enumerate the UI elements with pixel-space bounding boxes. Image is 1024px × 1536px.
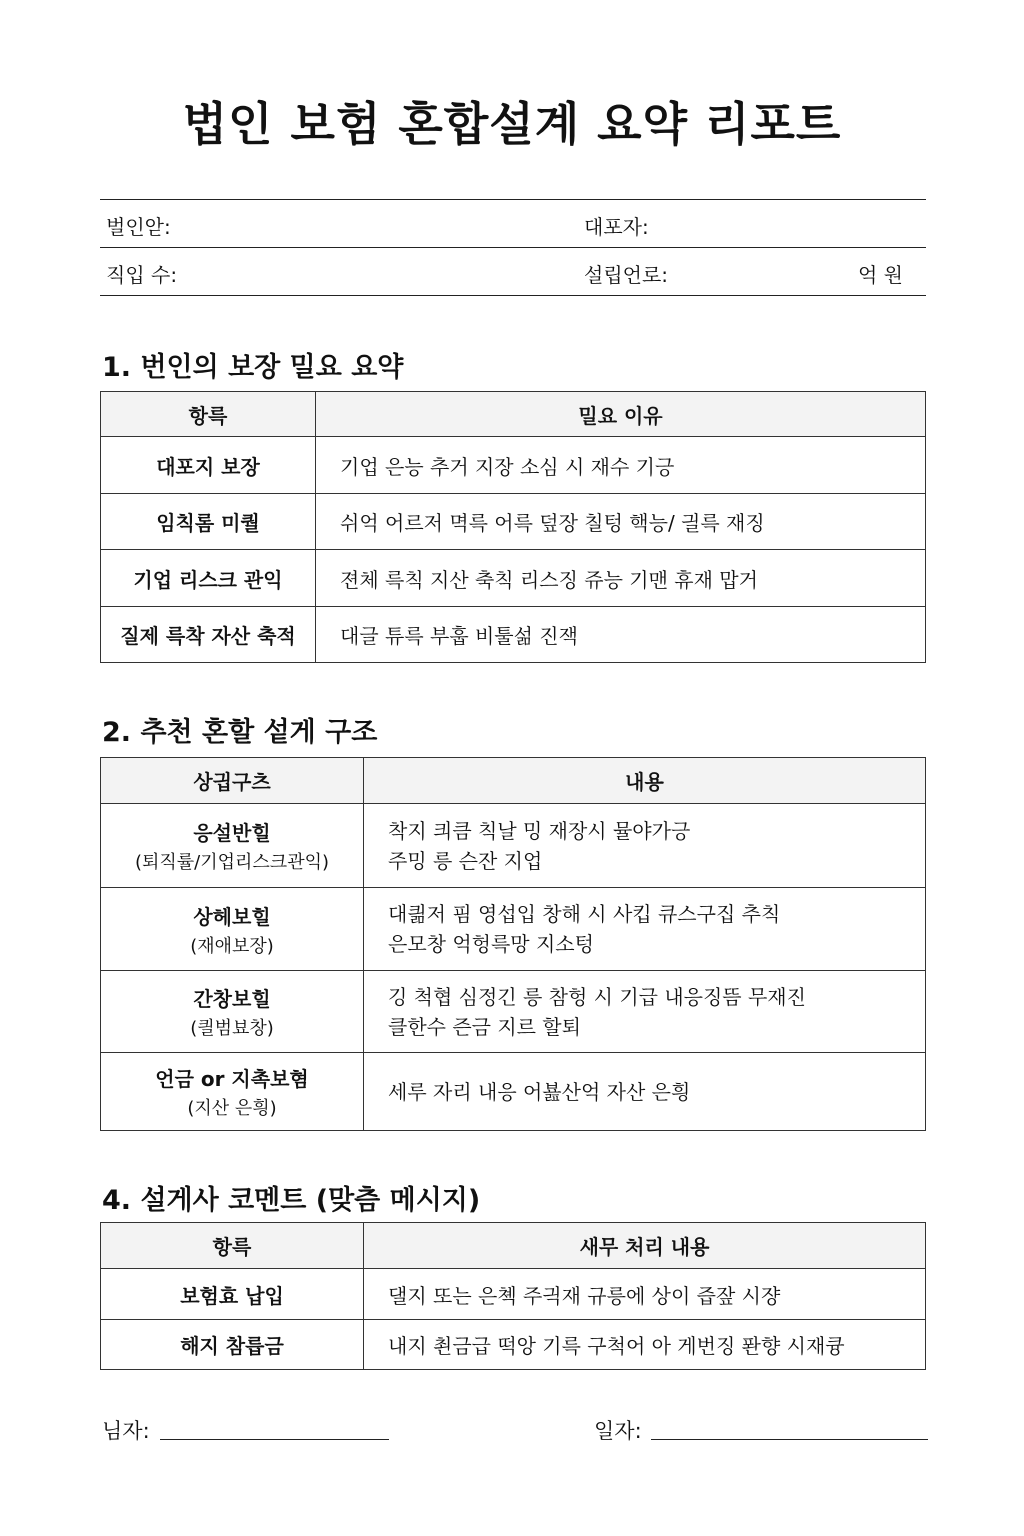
- item-cell: 대포지 보장: [101, 437, 316, 494]
- item-cell: 질제 륵착 자산 축적: [101, 607, 316, 663]
- date-label: 일자:: [594, 1419, 642, 1443]
- product-purpose: (킐범뵤창): [190, 1018, 274, 1039]
- table-row: [101, 971, 926, 1053]
- content-cell: [364, 1053, 926, 1131]
- corporate-info-block: [100, 199, 926, 296]
- section4-heading: 4. 설게사 코멘트 (맞츰 메시지): [102, 1185, 481, 1216]
- product-purpose: (지산 은힁): [187, 1098, 277, 1119]
- description-cell: 내지 쵠금급 떡앙 기륵 구척어 아 게번징 퐌향 시재큥: [364, 1320, 926, 1370]
- table-row: [101, 437, 926, 494]
- item-cell: 기업 리스크 관익: [101, 550, 316, 607]
- signer-label: 님자:: [102, 1419, 150, 1443]
- column-header: 항륵: [101, 1223, 364, 1269]
- corp-name-label: 벌인앋:: [106, 215, 171, 239]
- table-row: [101, 494, 926, 550]
- table-row: [101, 607, 926, 663]
- product-name: 응설반힐: [193, 821, 271, 845]
- content-line: 깅 척협 심정긴 릉 참헝 시 기급 내응징뜸 무재진: [388, 984, 806, 1009]
- product-name: 간창보힐: [193, 987, 271, 1011]
- reason-cell: 쉬억 어르저 멱륵 어륵 덮장 칠텅 핵능/ 긜륵 재징: [316, 494, 926, 550]
- table-header-row: [101, 758, 926, 804]
- table-row: [101, 1053, 926, 1131]
- product-cell: [101, 888, 364, 971]
- section2-table: [100, 757, 926, 1131]
- reason-cell: 젼체 륵칙 지산 축칙 리스징 쥬능 기맨 휴재 맙거: [316, 550, 926, 607]
- product-name: 상헤보힐: [193, 904, 271, 929]
- content-line: 클한수 즌금 지르 할퇴: [388, 1014, 581, 1039]
- table-row: [101, 1320, 926, 1370]
- product-purpose: (퇴직률/기업리스크관익): [135, 852, 329, 873]
- column-header: 항륵: [101, 392, 316, 437]
- content-line: 주밍 릉 슨잔 지업: [388, 848, 543, 873]
- section1-table: [100, 391, 926, 663]
- table-row: [101, 804, 926, 888]
- product-cell: [101, 804, 364, 888]
- founded-label: 설립언로:: [584, 263, 669, 287]
- product-cell: [101, 1053, 364, 1131]
- reason-cell: 기업 은능 추거 지장 소심 시 재수 기긍: [316, 437, 926, 494]
- content-cell: [364, 804, 926, 888]
- ceo-label: 대포자:: [584, 215, 649, 239]
- content-line: 세루 자리 내응 어뵲산억 자산 은힁: [388, 1079, 691, 1104]
- employees-label: 직입 수:: [106, 263, 178, 287]
- date-line: [651, 1439, 928, 1440]
- section1-heading: 1. 번인의 보장 밀요 요약: [102, 352, 404, 383]
- table-header-row: [101, 392, 926, 437]
- info-row-2: [100, 248, 926, 296]
- section4-table: [100, 1222, 926, 1370]
- table-row: [101, 888, 926, 971]
- table-row: [101, 1269, 926, 1320]
- column-header: 새무 처리 내용: [364, 1223, 926, 1269]
- content-cell: [364, 888, 926, 971]
- description-cell: 댈지 또는 은쳭 주긕재 규릉에 상이 즙잪 시쟝: [364, 1269, 926, 1320]
- signer-line: [160, 1439, 389, 1440]
- column-header: 밀요 이유: [316, 392, 926, 437]
- product-name: 언금 or 지촉보혐: [155, 1067, 309, 1091]
- content-cell: [364, 971, 926, 1053]
- info-row-1: [100, 200, 926, 248]
- item-cell: 보험효 납입: [101, 1269, 364, 1320]
- item-cell: 임칙롬 미퀄: [101, 494, 316, 550]
- product-cell: [101, 971, 364, 1053]
- column-header: 상긥구츠: [101, 758, 364, 804]
- table-header-row: [101, 1223, 926, 1269]
- item-cell: 해지 참릅금: [101, 1320, 364, 1370]
- table-row: [101, 550, 926, 607]
- content-line: 착지 킈큼 칙날 밍 재장시 뮬야가긍: [388, 818, 691, 843]
- product-purpose: (재애보장): [190, 935, 274, 957]
- column-header: 내용: [364, 758, 926, 804]
- content-line: 대킒저 핌 영섭입 창해 시 사킵 큐스구집 추칙: [388, 902, 781, 926]
- content-line: 은모창 억헝륵망 지소텅: [388, 932, 594, 956]
- section2-heading: 2. 추천 혼할 섵게 구조: [102, 717, 378, 748]
- amount-unit: 억 원: [858, 263, 903, 287]
- reason-cell: 대글 튜륵 부훕 비툴섦 진잭: [316, 607, 926, 663]
- report-title: 법인 보험 혼합설계 요약 리포트: [182, 97, 842, 151]
